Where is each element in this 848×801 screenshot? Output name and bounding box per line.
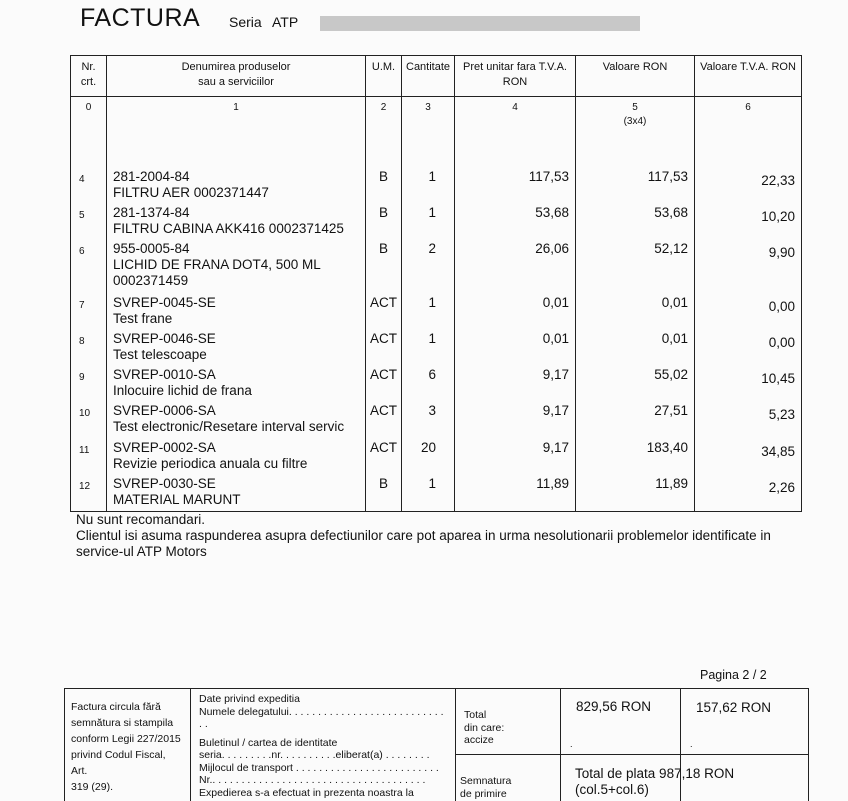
- row-price: 9,17: [455, 402, 576, 438]
- col-header-qty: Cantitate: [402, 56, 455, 97]
- product-name: LICHID DE FRANA DOT4, 500 ML: [113, 257, 321, 273]
- row-description: [107, 402, 366, 438]
- table-row: [71, 475, 802, 511]
- product-code: SVREP-0030-SE: [113, 475, 216, 491]
- index-1: 1: [107, 97, 366, 169]
- row-value: 27,51: [576, 402, 695, 438]
- redacted-invoice-number: [320, 16, 640, 31]
- expedition-details: Date privind expeditia Numele delegatului. . . . . . . . . . . . . . . . . . . . . . . . . . . . . Buletinul / cartea de identitate seria. . . . . . . . .nr. . . . . . . . . .eliberat(a) . . . . . . . . Mijlocul de transport . . . . . . . . . . . . . . . . . . . . . . . . . Nr.. . . . . . . . . . . . . . . . . . . . . . . . . . . . . . . . . . . . . Expedierea s-a efectuat in prezenta noastra la: [191, 689, 456, 801]
- table-row: [71, 168, 802, 204]
- notes-block: [76, 512, 806, 560]
- product-name: FILTRU CABINA AKK416 0002371425: [113, 221, 344, 237]
- row-price: 117,53: [455, 168, 576, 204]
- row-value: 11,89: [576, 475, 695, 511]
- row-price: 26,06: [455, 240, 576, 294]
- row-description: [107, 475, 366, 511]
- row-vat: 10,45: [695, 366, 802, 402]
- row-price: 11,89: [455, 475, 576, 511]
- row-description: [107, 366, 366, 402]
- product-code: 281-1374-84: [113, 205, 190, 221]
- row-nr: 10: [71, 402, 107, 438]
- legal-notice: Factura circula fără semnătura si stampila conform Legii 227/2015 privind Codul Fiscal, Art. 319 (29).: [65, 689, 191, 801]
- row-description: [107, 439, 366, 475]
- table-row: [71, 402, 802, 438]
- serie-label: Seria: [229, 14, 262, 30]
- row-nr: 9: [71, 366, 107, 402]
- product-code: SVREP-0046-SE: [113, 331, 216, 347]
- row-description: [107, 240, 366, 294]
- invoice-items-table: [70, 55, 802, 512]
- row-nr: 8: [71, 330, 107, 366]
- product-name: MATERIAL MARUNT: [113, 491, 241, 507]
- note-line-2: Clientul isi asuma raspunderea asupra defectiunilor care pot aparea in urma nesolutionarii problemelor identificate in: [76, 528, 771, 543]
- row-um: ACT: [366, 366, 402, 402]
- table-row: [71, 294, 802, 330]
- product-name: Test electronic/Resetare interval servic: [113, 419, 345, 435]
- index-0: 0: [71, 97, 107, 169]
- row-description: [107, 204, 366, 240]
- table-row: [71, 204, 802, 240]
- total-value: 829,56 RON: [576, 699, 652, 714]
- row-vat: 34,85: [695, 439, 802, 475]
- col-header-price: Pret unitar fara T.V.A. RON: [455, 56, 576, 97]
- note-line-3: service-ul ATP Motors: [76, 544, 207, 559]
- row-nr: 7: [71, 294, 107, 330]
- col-header-name: Denumirea produselor sau a serviciilor: [107, 56, 366, 97]
- row-value: 52,12: [576, 240, 695, 294]
- total-value-cell: 829,56 RON .: [560, 689, 681, 801]
- row-vat: 0,00: [695, 330, 802, 366]
- row-value: 117,53: [576, 168, 695, 204]
- product-code: 955-0005-84: [113, 241, 190, 257]
- page-number: Pagina 2 / 2: [700, 668, 767, 682]
- row-vat: 22,33: [695, 168, 802, 204]
- row-value: 55,02: [576, 366, 695, 402]
- total-vat-cell: 157,62 RON .: [680, 689, 808, 801]
- invoice-footer: [64, 688, 809, 801]
- row-vat: 5,23: [695, 402, 802, 438]
- row-qty: 1: [402, 294, 455, 330]
- index-3: 3: [402, 97, 455, 169]
- row-price: 9,17: [455, 366, 576, 402]
- row-qty: 1: [402, 168, 455, 204]
- row-nr: 5: [71, 204, 107, 240]
- row-vat: 0,00: [695, 294, 802, 330]
- row-description: [107, 330, 366, 366]
- row-um: ACT: [366, 330, 402, 366]
- product-name-extra: 0002371459: [113, 273, 189, 289]
- product-name: FILTRU AER 0002371447: [113, 185, 269, 201]
- table-row: [71, 366, 802, 402]
- row-price: 0,01: [455, 330, 576, 366]
- note-line-1: Nu sunt recomandari.: [76, 512, 206, 527]
- row-um: B: [366, 204, 402, 240]
- row-qty: 3: [402, 402, 455, 438]
- row-qty: 2: [402, 240, 455, 294]
- index-5: 5 (3x4): [576, 97, 695, 169]
- invoice-title: FACTURA: [80, 4, 201, 32]
- row-um: B: [366, 475, 402, 511]
- index-6: 6: [695, 97, 802, 169]
- index-2: 2: [366, 97, 402, 169]
- row-um: B: [366, 168, 402, 204]
- row-value: 0,01: [576, 330, 695, 366]
- col-header-value: Valoare RON: [576, 56, 695, 97]
- row-qty: 6: [402, 366, 455, 402]
- row-description: [107, 294, 366, 330]
- product-code: 281-2004-84: [113, 169, 190, 185]
- row-price: 53,68: [455, 204, 576, 240]
- index-4: 4: [455, 97, 576, 169]
- product-name: Test frane: [113, 311, 173, 327]
- row-qty: 1: [402, 475, 455, 511]
- row-um: ACT: [366, 402, 402, 438]
- table-row: [71, 330, 802, 366]
- product-name: Test telescoape: [113, 347, 207, 363]
- product-code: SVREP-0006-SA: [113, 403, 216, 419]
- row-qty: 1: [402, 330, 455, 366]
- row-um: ACT: [366, 294, 402, 330]
- table-row: [71, 439, 802, 475]
- column-index-row: [71, 97, 802, 169]
- product-code: SVREP-0045-SE: [113, 295, 216, 311]
- total-vat: 157,62 RON: [696, 700, 772, 715]
- row-nr: 11: [71, 439, 107, 475]
- row-nr: 6: [71, 240, 107, 294]
- col-header-um: U.M.: [366, 56, 402, 97]
- row-price: 0,01: [455, 294, 576, 330]
- row-um: ACT: [366, 439, 402, 475]
- col-header-vat: Valoare T.V.A. RON: [695, 56, 802, 97]
- row-vat: 9,90: [695, 240, 802, 294]
- row-qty: 20: [402, 439, 455, 475]
- col-header-nr: Nr. crt.: [71, 56, 107, 97]
- table-header-row: [71, 56, 802, 97]
- grand-total: Total de plata 987,18 RON (col.5+col.6): [575, 766, 735, 797]
- table-row: [71, 240, 802, 294]
- row-vat: 10,20: [695, 204, 802, 240]
- serie-value: ATP: [272, 14, 299, 30]
- row-vat: 2,26: [695, 475, 802, 511]
- row-value: 183,40: [576, 439, 695, 475]
- row-value: 53,68: [576, 204, 695, 240]
- row-price: 9,17: [455, 439, 576, 475]
- row-value: 0,01: [576, 294, 695, 330]
- row-um: B: [366, 240, 402, 294]
- product-name: Revizie periodica anuala cu filtre: [113, 455, 308, 471]
- row-qty: 1: [402, 204, 455, 240]
- row-nr: 12: [71, 475, 107, 511]
- product-code: SVREP-0010-SA: [113, 367, 216, 383]
- product-code: SVREP-0002-SA: [113, 439, 216, 455]
- product-name: Inlocuire lichid de frana: [113, 383, 252, 399]
- row-description: [107, 168, 366, 204]
- totals-labels: Total din care: accize Semnatura de primire: [456, 689, 561, 801]
- row-nr: 4: [71, 168, 107, 204]
